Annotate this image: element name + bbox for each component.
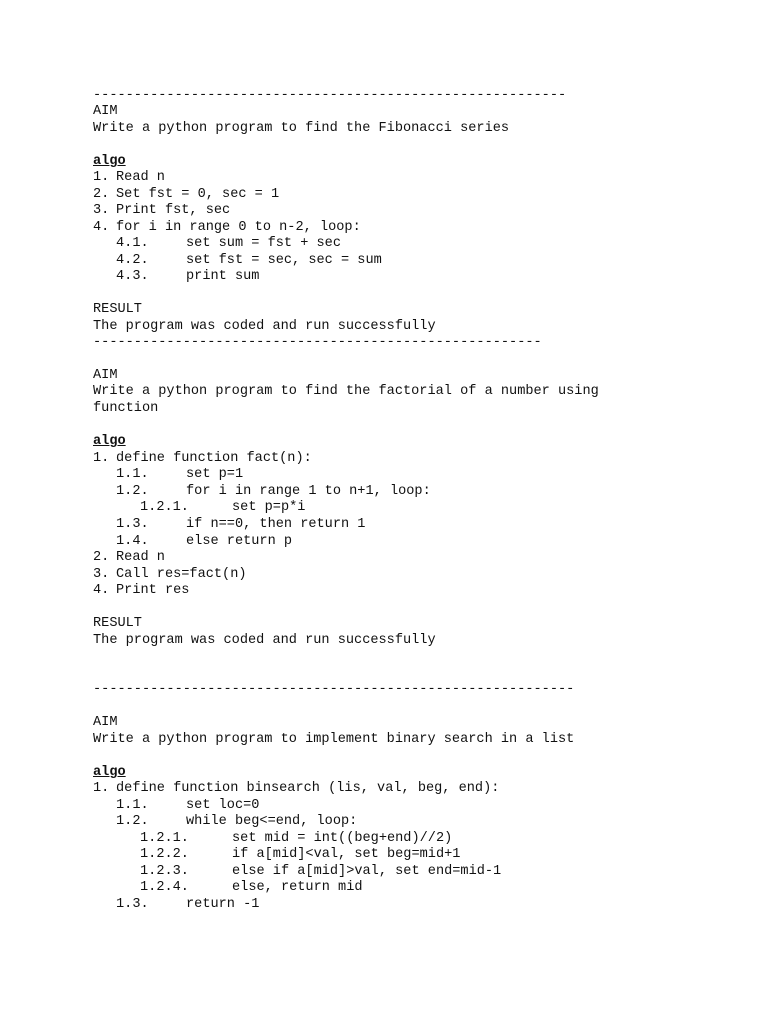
step-text: Set fst = 0, sec = 1 — [116, 187, 280, 202]
step-text: define function binsearch (lis, val, beg, end): — [116, 781, 500, 796]
step-number: 1.2.1. — [140, 831, 189, 846]
result-heading: RESULT — [93, 302, 142, 317]
result-text: The program was coded and run successfully — [93, 633, 436, 648]
algo-heading: algo — [93, 765, 126, 780]
step-number: 1. — [93, 451, 110, 466]
step-text: else if a[mid]>val, set end=mid-1 — [232, 864, 502, 879]
algo-heading: algo — [93, 434, 126, 449]
step-text: define function fact(n): — [116, 451, 312, 466]
step-number: 2. — [93, 550, 110, 565]
step-number: 1. — [93, 170, 110, 185]
step-text: set p=p*i — [232, 500, 306, 515]
step-text: Print res — [116, 583, 190, 598]
step-text: Print fst, sec — [116, 203, 231, 218]
step-text: set mid = int((beg+end)//2) — [232, 831, 453, 846]
step-number: 1.2.3. — [140, 864, 189, 879]
aim-heading: AIM — [93, 715, 118, 730]
result-text: The program was coded and run successfully — [93, 319, 436, 334]
step-number: 1.2.4. — [140, 880, 189, 895]
step-number: 3. — [93, 567, 110, 582]
step-text: set sum = fst + sec — [186, 236, 341, 251]
step-text: set p=1 — [186, 467, 244, 482]
step-text: Read n — [116, 550, 165, 565]
step-number: 4.2. — [116, 253, 149, 268]
step-number: 1.2.2. — [140, 847, 189, 862]
aim-text: Write a python program to find the Fibonacci series — [93, 121, 510, 136]
separator-line: ------------------------------------------------------- — [93, 335, 542, 350]
step-number: 3. — [93, 203, 110, 218]
step-number: 1.3. — [116, 897, 149, 912]
step-text: set fst = sec, sec = sum — [186, 253, 382, 268]
aim-heading: AIM — [93, 368, 118, 383]
step-text: while beg<=end, loop: — [186, 814, 358, 829]
result-heading: RESULT — [93, 616, 142, 631]
step-number: 1. — [93, 781, 110, 796]
aim-text: Write a python program to implement binary search in a list — [93, 732, 575, 747]
step-number: 4.1. — [116, 236, 149, 251]
step-number: 1.1. — [116, 798, 149, 813]
aim-text: Write a python program to find the factorial of a number using — [93, 384, 599, 399]
step-text: if n==0, then return 1 — [186, 517, 366, 532]
step-number: 1.1. — [116, 467, 149, 482]
step-text: else return p — [186, 534, 293, 549]
step-number: 1.2. — [116, 814, 149, 829]
step-text: return -1 — [186, 897, 260, 912]
step-text: else, return mid — [232, 880, 363, 895]
step-number: 4.3. — [116, 269, 149, 284]
step-text: set loc=0 — [186, 798, 260, 813]
separator-line: ----------------------------------------------------------- — [93, 682, 575, 697]
step-text: Read n — [116, 170, 165, 185]
step-number: 1.4. — [116, 534, 149, 549]
step-number: 4. — [93, 583, 110, 598]
step-text: for i in range 1 to n+1, loop: — [186, 484, 431, 499]
step-text: print sum — [186, 269, 260, 284]
step-text: Call res=fact(n) — [116, 567, 247, 582]
separator-line: ---------------------------------------------------------- — [93, 88, 567, 103]
aim-heading: AIM — [93, 104, 118, 119]
step-number: 1.3. — [116, 517, 149, 532]
algo-heading: algo — [93, 154, 126, 169]
aim-text: function — [93, 401, 159, 416]
step-number: 2. — [93, 187, 110, 202]
step-number: 1.2.1. — [140, 500, 189, 515]
step-text: if a[mid]<val, set beg=mid+1 — [232, 847, 461, 862]
step-text: for i in range 0 to n-2, loop: — [116, 220, 361, 235]
step-number: 4. — [93, 220, 110, 235]
step-number: 1.2. — [116, 484, 149, 499]
